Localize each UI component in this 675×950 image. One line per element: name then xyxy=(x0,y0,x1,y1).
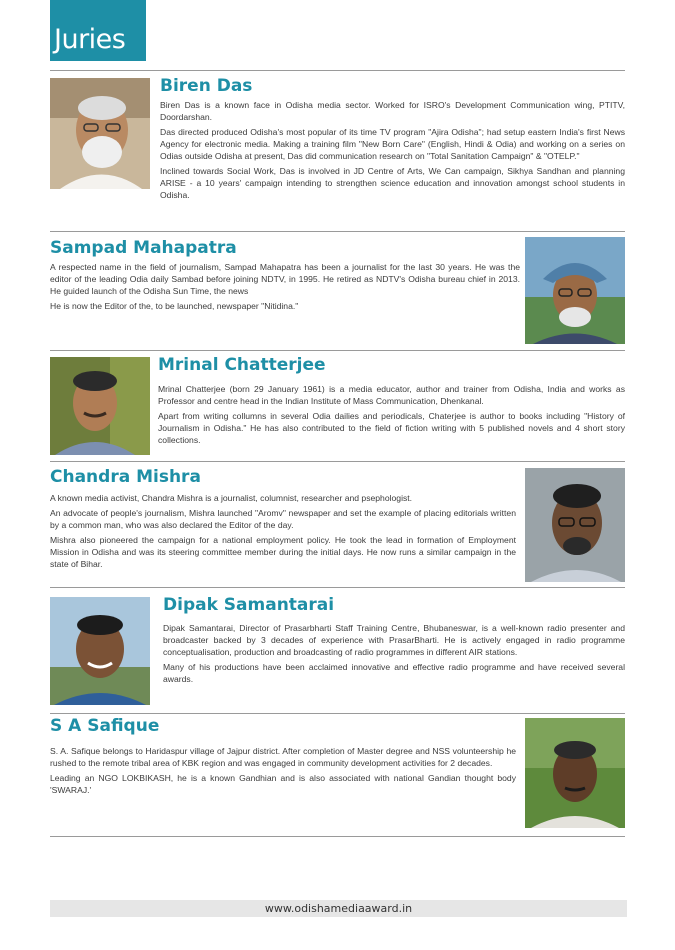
page-title: Juries xyxy=(54,24,126,55)
jury-bio-paragraph: Apart from writing collumns in several Odia dailies and periodicals, Chaterjee is author to books including "History of Journalism in Odisha." He has also contributed to the field of fiction writing with 5 published novels and 4 short story collections. xyxy=(158,411,625,445)
divider xyxy=(50,836,625,837)
jury-name: S A Safique xyxy=(50,716,160,736)
jury-bio xyxy=(50,492,516,573)
jury-photo xyxy=(525,468,625,582)
divider xyxy=(50,461,625,462)
jury-bio-paragraph: S. A. Safique belongs to Haridaspur village of Jajpur district. After completion of Master degree and NSS volunteership he rushed to the remote tribal area of KBK region and was engaged in community development activities for 2 decades. xyxy=(50,746,516,768)
jury-bio-paragraph: A respected name in the field of journalism, Sampad Mahapatra has been a journalist for the last 30 years. He was the editor of the leading Odia daily Sambad before joining NDTV, in 1995. He retired as NDTV's Odisha bureau chief in 2013. He guided launch of the Odisha Sun Time, the news xyxy=(50,262,520,296)
jury-photo xyxy=(50,78,150,189)
jury-photo xyxy=(525,237,625,344)
divider xyxy=(50,587,625,588)
jury-bio xyxy=(50,261,520,315)
jury-photo xyxy=(50,357,150,455)
jury-name: Sampad Mahapatra xyxy=(50,238,237,258)
jury-bio xyxy=(160,99,625,204)
jury-bio-paragraph: An advocate of people's journalism, Mishra launched "Aromv" newspaper and set the example of placing editorials written by a common man, who was also declared the Editor of the day. xyxy=(50,508,516,530)
jury-bio-paragraph: Inclined towards Social Work, Das is involved in JD Centre of Arts, We Can campaign, Sikhya Sandhan and planning ARISE - a 10 years' campaign intending to strengthen science education and innovation amongst school students in Odisha. xyxy=(160,166,625,200)
divider xyxy=(50,70,625,71)
jury-bio-paragraph: Mishra also pioneered the campaign for a national employment policy. He took the lead in formation of Employment Mission in Odisha and was its steering committee member during the initial days. He now runs a similar campaign in the state of Bihar. xyxy=(50,535,516,569)
jury-bio xyxy=(158,383,625,449)
jury-bio-paragraph: Dipak Samantarai, Director of Prasarbharti Staff Training Centre, Bhubaneswar, is a well-known radio presenter and broadcaster backed by 3 decades of experience with PrasarBharti. He is actively engaged in radio programme conceptualisation, production and broadcasting of radio programmes in different AIR stations. xyxy=(163,623,625,657)
jury-bio xyxy=(163,622,625,688)
jury-name: Chandra Mishra xyxy=(50,467,201,487)
jury-bio-paragraph: He is now the Editor of the, to be launched, newspaper "Nitidina." xyxy=(50,301,299,311)
jury-photo xyxy=(525,718,625,828)
jury-bio-paragraph: Mrinal Chatterjee (born 29 January 1961) is a media educator, author and trainer from Odisha, India and works as Professor and centre head in the Indian Institute of Mass Communication, Dhenkanal. xyxy=(158,384,625,406)
footer-website: www.odishamediaaward.in xyxy=(50,900,627,917)
jury-bio-paragraph: A known media activist, Chandra Mishra is a journalist, columnist, researcher and psephologist. xyxy=(50,493,413,503)
page-title-banner xyxy=(50,0,146,61)
jury-bio-paragraph: Leading an NGO LOKBIKASH, he is a known Gandhian and is also associated with national Gandian thought body 'SWARAJ.' xyxy=(50,773,516,795)
jury-name: Dipak Samantarai xyxy=(163,595,335,615)
jury-name: Biren Das xyxy=(160,76,253,96)
divider xyxy=(50,231,625,232)
divider xyxy=(50,713,625,714)
jury-bio-paragraph: Das directed produced Odisha's most popular of its time TV program "Ajira Odisha"; had setup eastern India's first News Agency for electronic media. Making a training film "New Born Care" (English, Hindi & Odia) and working on a series on Odias outside Odisha at present, Das did communication research on "Total Sanitation Campaign" & "OTELP." xyxy=(160,127,625,161)
jury-name: Mrinal Chatterjee xyxy=(158,355,326,375)
divider xyxy=(50,350,625,351)
jury-bio-paragraph: Many of his productions have been acclaimed innovative and effective radio programme and have received several awards. xyxy=(163,662,625,684)
jury-bio-paragraph: Biren Das is a known face in Odisha media sector. Worked for ISRO's Development Communication wing, PTITV, Doordarshan. xyxy=(160,100,625,122)
jury-photo xyxy=(50,597,150,705)
jury-bio xyxy=(50,745,516,799)
